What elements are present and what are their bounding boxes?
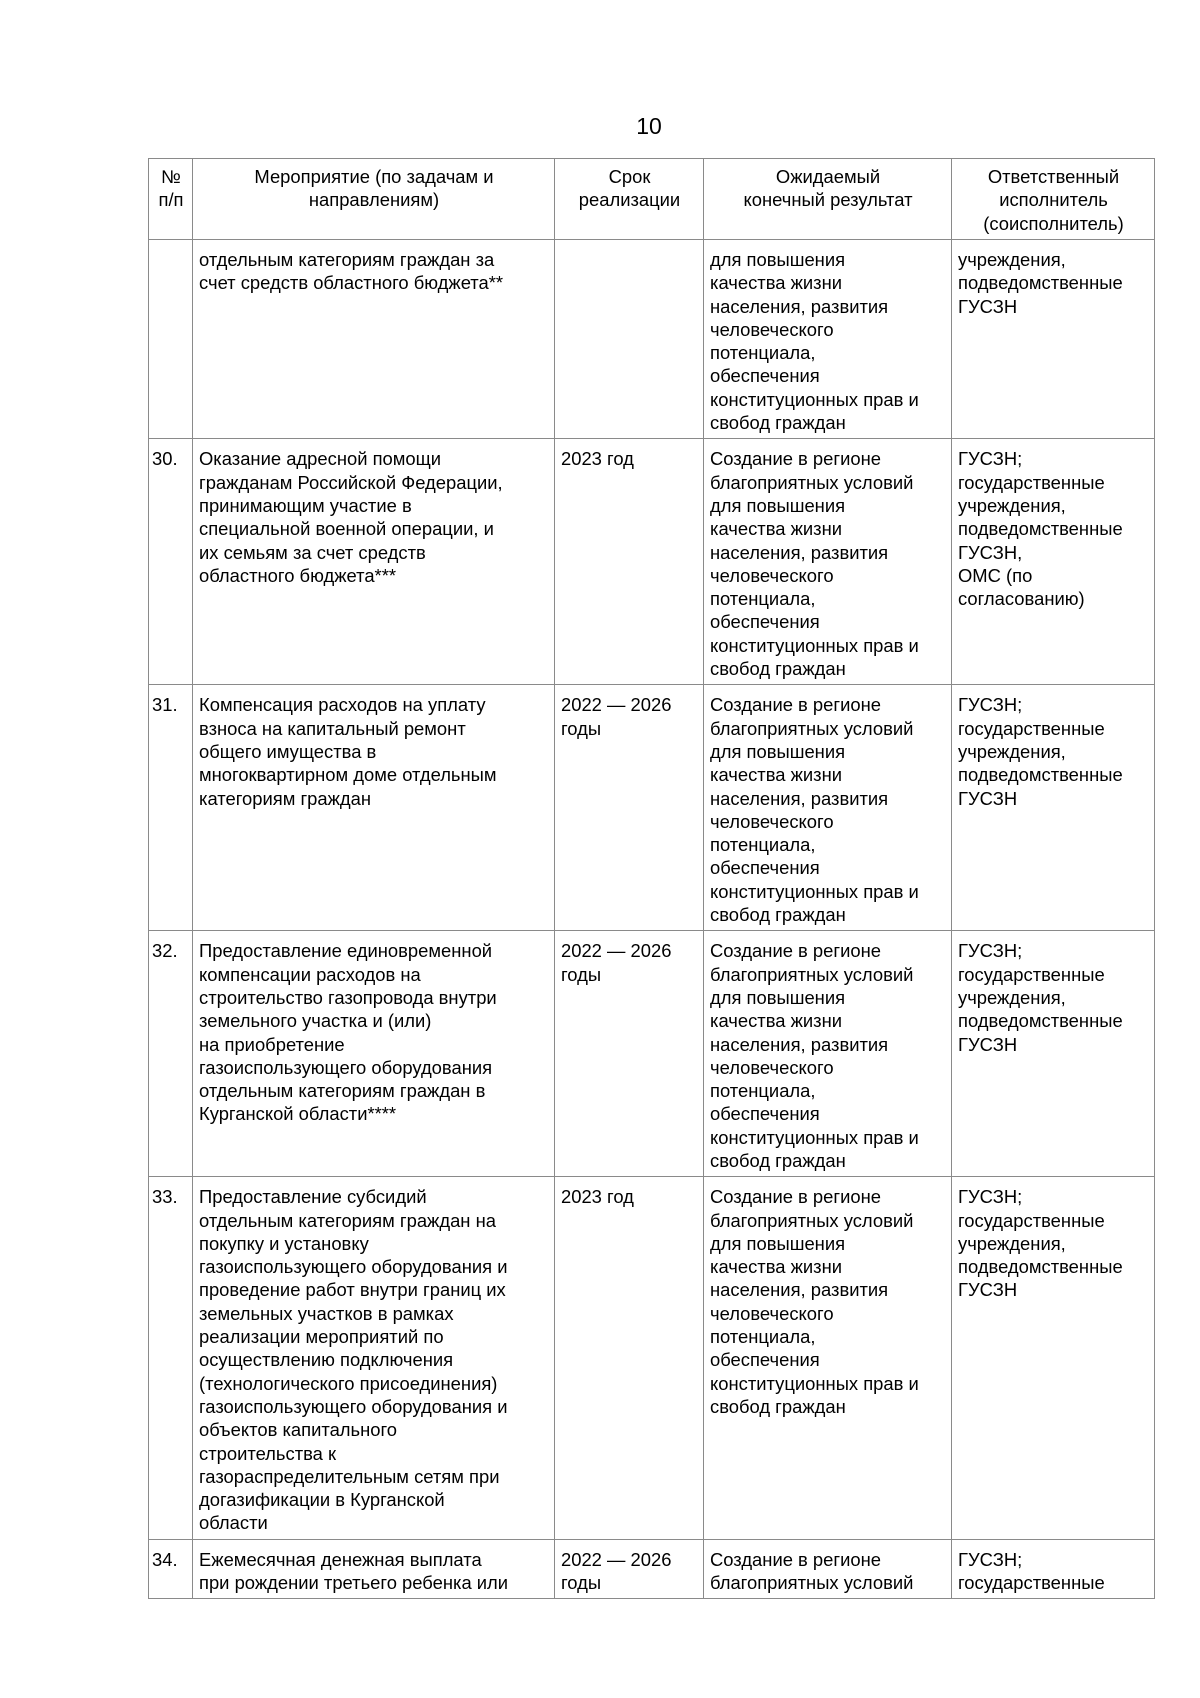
cell-num: 32. [149, 931, 193, 1177]
cell-term: 2022 — 2026 годы [555, 931, 704, 1177]
cell-result: Создание в регионе благоприятных условий для повышения качества жизни населения, развития человеческого потенциала, обеспечения конституционных прав и свобод граждан [704, 685, 952, 931]
page-number: 10 [636, 113, 662, 139]
cell-activity: Оказание адресной помощи гражданам Российской Федерации, принимающим участие в специальной военной операции, и их семьям за счет средств областного бюджета*** [193, 439, 555, 685]
cell-activity: Компенсация расходов на уплату взноса на капитальный ремонт общего имущества в многоквартирном доме отдельным категориям граждан [193, 685, 555, 931]
header-term: Срок реализации [555, 159, 704, 240]
cell-activity: Предоставление субсидий отдельным категориям граждан на покупку и установку газоиспользующего оборудования и проведение работ внутри границ их земельных участков в рамках реализации мероприятий по осуществлению подключения (технологического присоединения) газоиспользующего оборудования и объектов капитального строительства к газораспределительным сетям при догазификации в Курганской области [193, 1177, 555, 1539]
table-header-row [149, 159, 1155, 240]
cell-executor: учреждения, подведомственные ГУСЗН [952, 240, 1155, 439]
cell-activity: Ежемесячная денежная выплата при рождении третьего ребенка или [193, 1539, 555, 1599]
cell-term: 2023 год [555, 439, 704, 685]
header-num: № п/п [149, 159, 193, 240]
cell-num: 30. [149, 439, 193, 685]
cell-term [555, 240, 704, 439]
header-result: Ожидаемый конечный результат [704, 159, 952, 240]
cell-num [149, 240, 193, 439]
cell-activity: Предоставление единовременной компенсации расходов на строительство газопровода внутри земельного участка и (или) на приобретение газоиспользующего оборудования отдельным категориям граждан в Курганской области**** [193, 931, 555, 1177]
cell-executor: ГУСЗН; государственные учреждения, подведомственные ГУСЗН [952, 685, 1155, 931]
measures-table [148, 158, 1155, 1599]
cell-num: 33. [149, 1177, 193, 1539]
cell-executor: ГУСЗН; государственные учреждения, подведомственные ГУСЗН, ОМС (по согласованию) [952, 439, 1155, 685]
cell-result: Создание в регионе благоприятных условий для повышения качества жизни населения, развития человеческого потенциала, обеспечения конституционных прав и свобод граждан [704, 439, 952, 685]
table-row [149, 1177, 1155, 1539]
table-row [149, 439, 1155, 685]
cell-activity: отдельным категориям граждан за счет средств областного бюджета** [193, 240, 555, 439]
cell-result: Создание в регионе благоприятных условий для повышения качества жизни населения, развития человеческого потенциала, обеспечения конституционных прав и свобод граждан [704, 1177, 952, 1539]
cell-num: 31. [149, 685, 193, 931]
cell-result: Создание в регионе благоприятных условий [704, 1539, 952, 1599]
header-activity: Мероприятие (по задачам и направлениям) [193, 159, 555, 240]
cell-executor: ГУСЗН; государственные [952, 1539, 1155, 1599]
cell-num: 34. [149, 1539, 193, 1599]
table-row [149, 1539, 1155, 1599]
header-executor: Ответственный исполнитель (соисполнитель) [952, 159, 1155, 240]
cell-executor: ГУСЗН; государственные учреждения, подведомственные ГУСЗН [952, 1177, 1155, 1539]
table-row [149, 931, 1155, 1177]
cell-result: для повышения качества жизни населения, развития человеческого потенциала, обеспечения конституционных прав и свобод граждан [704, 240, 952, 439]
table-row [149, 240, 1155, 439]
cell-executor: ГУСЗН; государственные учреждения, подведомственные ГУСЗН [952, 931, 1155, 1177]
cell-term: 2022 — 2026 годы [555, 1539, 704, 1599]
cell-term: 2022 — 2026 годы [555, 685, 704, 931]
cell-term: 2023 год [555, 1177, 704, 1539]
cell-result: Создание в регионе благоприятных условий для повышения качества жизни населения, развития человеческого потенциала, обеспечения конституционных прав и свобод граждан [704, 931, 952, 1177]
table-row [149, 685, 1155, 931]
